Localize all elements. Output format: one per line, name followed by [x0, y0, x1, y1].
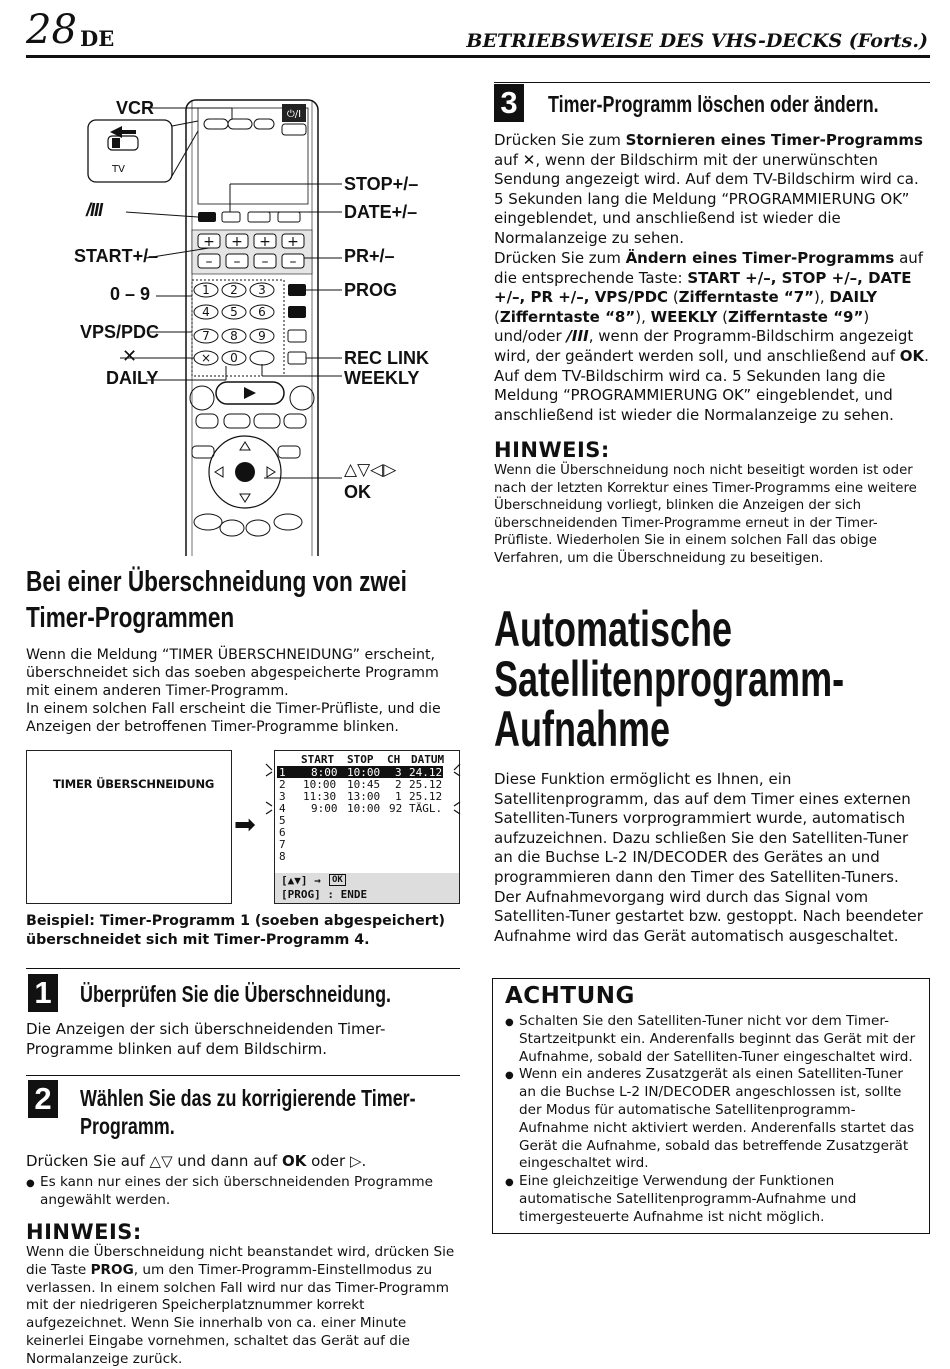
svg-text:6: 6: [258, 305, 266, 319]
col-ch: CH: [387, 753, 401, 766]
step3-p2-f: (: [494, 307, 500, 326]
row-start: 10:00: [303, 778, 337, 791]
label-ok: OK: [344, 482, 371, 502]
svg-text:+: +: [231, 234, 243, 250]
label-slash: /III: [86, 200, 103, 220]
step3-p2-key8: Zifferntaste “8”: [499, 307, 636, 326]
row-ch: 2: [395, 778, 402, 791]
timer-table-footer: [275, 873, 459, 903]
row-start: 11:30: [303, 790, 337, 803]
label-prog: PROG: [344, 280, 398, 300]
row-stop: 10:00: [347, 766, 381, 779]
col-stop: STOP: [347, 753, 374, 766]
step3-p2-key9: Zifferntaste “9”: [727, 307, 864, 326]
label-stop: STOP+/–: [344, 174, 419, 194]
step3-p2-weekly: WEEKLY: [650, 307, 718, 326]
row-ch: 92: [389, 802, 403, 815]
auto-sat-title-line-2: Satellitenprogramm-: [494, 651, 845, 707]
row-ch: 3: [395, 766, 402, 779]
achtung-box: [492, 978, 930, 1234]
table-row: 8: [279, 850, 286, 863]
label-vcr: VCR: [116, 98, 155, 118]
tv-screen-overlap-message: [26, 750, 232, 904]
label-tv: TV: [112, 164, 125, 175]
achtung-label: ACHTUNG: [505, 983, 635, 1009]
svg-text:8: 8: [230, 329, 238, 343]
step3-p2-i: ) und/oder: [494, 307, 870, 346]
auto-sat-title-line-3: Aufnahme: [494, 701, 671, 757]
table-row: 6: [279, 826, 286, 839]
step3-p2-key7: Zifferntaste “7”: [678, 288, 815, 307]
hinweis-prog: PROG: [90, 1261, 134, 1278]
hinweis-text-a: Wenn die Überschneidung nicht beanstandet wird, drücken Sie die Taste: [26, 1244, 455, 1278]
step3-rule: [494, 82, 930, 83]
footer-arrows: [▲▼] →: [281, 874, 321, 887]
step3-p1-a: Drücken Sie zum: [494, 131, 626, 149]
step3-p2-slash: /III: [566, 327, 589, 346]
screen-message: TIMER ÜBERSCHNEIDUNG: [53, 777, 215, 791]
svg-text:4: 4: [202, 305, 210, 319]
label-cross: ✕: [122, 346, 138, 367]
svg-text:–: –: [205, 254, 213, 270]
step2-bullets: [26, 1174, 446, 1210]
hinweis-label-left: HINWEIS:: [26, 1220, 142, 1244]
step3-p2-keys: START +/–, STOP +/–, DATE +/–, PR +/–, VPS/PDC: [494, 268, 912, 307]
step3-p2-j: , wenn der Programm-Bildschirm angezeigt wird, der geändert werden soll, und anschließend auf: [494, 327, 914, 365]
svg-text:0: 0: [230, 351, 238, 365]
svg-text:7: 7: [202, 329, 210, 343]
svg-text:+: +: [259, 234, 271, 250]
auto-sat-title: [494, 601, 897, 757]
step2-title: Wählen Sie das zu korrigierende Timer-Programm.: [80, 1085, 416, 1139]
svg-text:–: –: [289, 254, 297, 270]
svg-text:–: –: [233, 254, 241, 270]
arrow-right-icon: ➡: [234, 810, 256, 840]
hinweis-text-right: Wenn die Überschneidung noch nicht beseitigt worden ist oder nach der letzten Korrektur eines Timer-Programms eine weitere Überschneidung vorliegt, blinken die Anzeigen der sich überschneidenden Timer-Programme erneut in der Timer-Prüfliste. Wiederholen Sie in einem solchen Fall das obige Verfahren, um die Überschneidung zu beseitigen.: [494, 463, 917, 566]
step1-rule: [26, 968, 460, 969]
step3-p2-a: Drücken Sie zum: [494, 249, 626, 267]
table-row: 5: [279, 814, 286, 827]
svg-text:2: 2: [230, 283, 238, 297]
label-start: START+/–: [74, 246, 159, 266]
svg-text:×: ×: [200, 351, 212, 365]
step1-text: Die Anzeigen der sich überschneidenden Timer-Programme blinken auf dem Bildschirm.: [26, 1020, 386, 1058]
row-date: 25.12: [409, 778, 443, 791]
label-weekly: WEEKLY: [344, 368, 420, 388]
svg-text:–: –: [261, 254, 269, 270]
step2-text: [26, 1152, 446, 1172]
step3-p2-h: (: [717, 307, 728, 326]
hinweis-text-left: [26, 1244, 462, 1369]
step3-p2-g: ),: [635, 307, 651, 326]
list-item: ● Eine gleichzeitige Verwendung der Funktionen automatische Satellitenprogramm-Aufnahme und timergesteuerte Aufnahme ist nicht möglich.: [505, 1173, 917, 1226]
row-date: TÄGL.: [409, 802, 443, 815]
hinweis-text-b: , um den Timer-Programm-Einstellmodus zu verlassen. In einem solchen Fall wird nur das Timer-Programm mit der niedrigeren Speicherplatznummer korrekt aufgezeichnet. Wenn Sie innerhalb von ca. einer Minute keinerlei Eingabe vornehmen, schaltet das Gerät auf die Normalanzeige zurück.: [26, 1261, 450, 1367]
row-number: 4: [279, 802, 286, 815]
step2-number: 2: [28, 1080, 58, 1118]
step3-title: Timer-Programm löschen oder ändern.: [548, 91, 879, 117]
row-date: 25.12: [409, 790, 443, 803]
table-row: 7: [279, 838, 286, 851]
row-stop: 13:00: [347, 790, 381, 803]
auto-sat-text: Diese Funktion ermöglicht es Ihnen, ein Satellitenprogramm, das auf dem Timer eines externen Satelliten-Tuners vorprogrammiert wurde, automatisch aufzuzeichnen. Dazu schließen Sie den Satelliten-Tuner an die Buchse L-2 IN/DECODER des Gerätes an und programmieren dann den Timer des Satelliten-Tuners. Der Aufnahmevorgang wird durch das Signal vom Satelliten-Tuner gestartet bzw. gestoppt. Nach beendeter Aufnahme wird das Gerät automatisch ausgeschaltet.: [494, 770, 923, 945]
svg-text:+: +: [287, 234, 299, 250]
label-vps-pdc: VPS/PDC: [80, 322, 160, 342]
row-start: 8:00: [311, 766, 338, 779]
row-start: 9:00: [311, 802, 338, 815]
footer-ok: OK: [329, 874, 346, 886]
step3-p2-daily: DAILY: [829, 288, 878, 307]
row-stop: 10:45: [347, 778, 381, 791]
row-stop: 10:00: [347, 802, 381, 815]
step3-paragraph-2: [494, 249, 930, 425]
label-digits: 0 – 9: [110, 284, 151, 304]
overlap-heading: Bei einer Überschneidung von zwei Timer-Programmen: [26, 566, 407, 634]
overlap-text-1: Wenn die Meldung “TIMER ÜBERSCHNEIDUNG” erscheint, überschneidet sich das soeben abgespeicherte Programm mit einem anderen Timer-Programm.: [26, 647, 439, 699]
svg-text:9: 9: [258, 329, 266, 343]
row-date: 24.12: [409, 766, 443, 779]
svg-text:⏻/I: ⏻/I: [286, 109, 302, 120]
row-number: 3: [279, 790, 286, 803]
auto-sat-title-line-1: Automatische: [494, 601, 733, 657]
svg-text:+: +: [203, 234, 215, 250]
page-number: 28: [26, 7, 77, 53]
step3-number: 3: [494, 84, 524, 122]
step1-number: 1: [28, 974, 58, 1012]
row-number: 1: [279, 766, 286, 779]
col-date: DATUM: [411, 753, 445, 766]
language-code: DE: [80, 26, 115, 51]
label-arrows: △▽◁▷: [344, 460, 397, 480]
page-header-title: BETRIEBSWEISE DES VHS-DECKS (Forts.): [466, 30, 928, 52]
achtung-list: [505, 1013, 917, 1227]
overlap-text-2: In einem solchen Fall erscheint die Timer-Prüfliste, und die Anzeigen der betroffenen Timer-Programme blinken.: [26, 701, 441, 735]
list-item: ● Wenn ein anderes Zusatzgerät als einen Satelliten-Tuner an die Buchse L-2 IN/DECODER angeschlossen ist, sollte der Modus für automatische Satellitenprogramm-Aufnahme nicht aktiviert werden. Anderenfalls startet das Gerät die Aufnahme, sobald das betreffende Zusatzgerät eingeschaltet wird.: [505, 1066, 917, 1173]
step3-p2-b: Ändern eines Timer-Programms: [625, 249, 895, 267]
label-pr: PR+/–: [344, 246, 395, 266]
step3-p2-c: auf die entsprechende Taste:: [494, 249, 924, 287]
row-ch: 1: [395, 790, 402, 803]
label-daily: DAILY: [106, 368, 159, 388]
step3-paragraph-1: [494, 131, 930, 249]
svg-text:1: 1: [202, 283, 210, 297]
svg-text:5: 5: [230, 305, 238, 319]
step3-p1-b: Stornieren eines Timer-Programms: [625, 131, 923, 149]
row-number: 2: [279, 778, 286, 791]
list-item: ● Es kann nur eines der sich überschneidenden Programme angewählt werden.: [26, 1174, 446, 1210]
list-item: ● Schalten Sie den Satelliten-Tuner nicht vor dem Timer-Startzeitpunkt ein. Anderenfalls beginnt das Gerät mit der Aufnahme, sobald der Satelliten-Tuner eingeschaltet wird.: [505, 1013, 917, 1066]
step2-rule: [26, 1075, 460, 1076]
remote-illustration: [26, 66, 466, 556]
hinweis-label-right: HINWEIS:: [494, 438, 610, 462]
step3-p2-ok: OK: [899, 346, 925, 365]
step1-title: Überprüfen Sie die Überschneidung.: [80, 981, 392, 1007]
svg-text:3: 3: [258, 283, 266, 297]
header-rule: [26, 55, 930, 58]
blink-marks: [262, 752, 472, 822]
label-rec-link: REC LINK: [344, 348, 429, 368]
step3-p2-e: ),: [814, 288, 830, 307]
example-caption: Beispiel: Timer-Programm 1 (soeben abgespeichert) überschneidet sich mit Timer-Programm 4.: [26, 913, 445, 948]
remote-drawing: [26, 66, 466, 556]
step3-p2-k: . Auf dem TV-Bildschirm wird ca. 5 Sekunden lang die Meldung “PROGRAMMIERUNG OK” eingeblendet, und anschließend ist wieder die Normalanzeige zu sehen.: [494, 346, 929, 424]
step2-text-a: Drücken Sie auf △▽ und dann auf: [26, 1152, 282, 1170]
step2-text-b: oder ▷.: [306, 1152, 367, 1170]
label-date: DATE+/–: [344, 202, 418, 222]
step2-ok: OK: [281, 1152, 307, 1170]
step3-p2-d: (: [668, 288, 679, 307]
footer-end: [PROG] : ENDE: [281, 888, 368, 901]
step3-p1-c: auf ✕, wenn der Bildschirm mit der unerwünschten Sendung angezeigt wird. Auf dem TV-Bildschirm wird ca. 5 Sekunden lang die Meldung “PROGRAMMIERUNG OK” eingeblendet, und anschließend ist wieder die Normalanzeige zu sehen.: [494, 150, 919, 247]
col-start: START: [301, 753, 335, 766]
